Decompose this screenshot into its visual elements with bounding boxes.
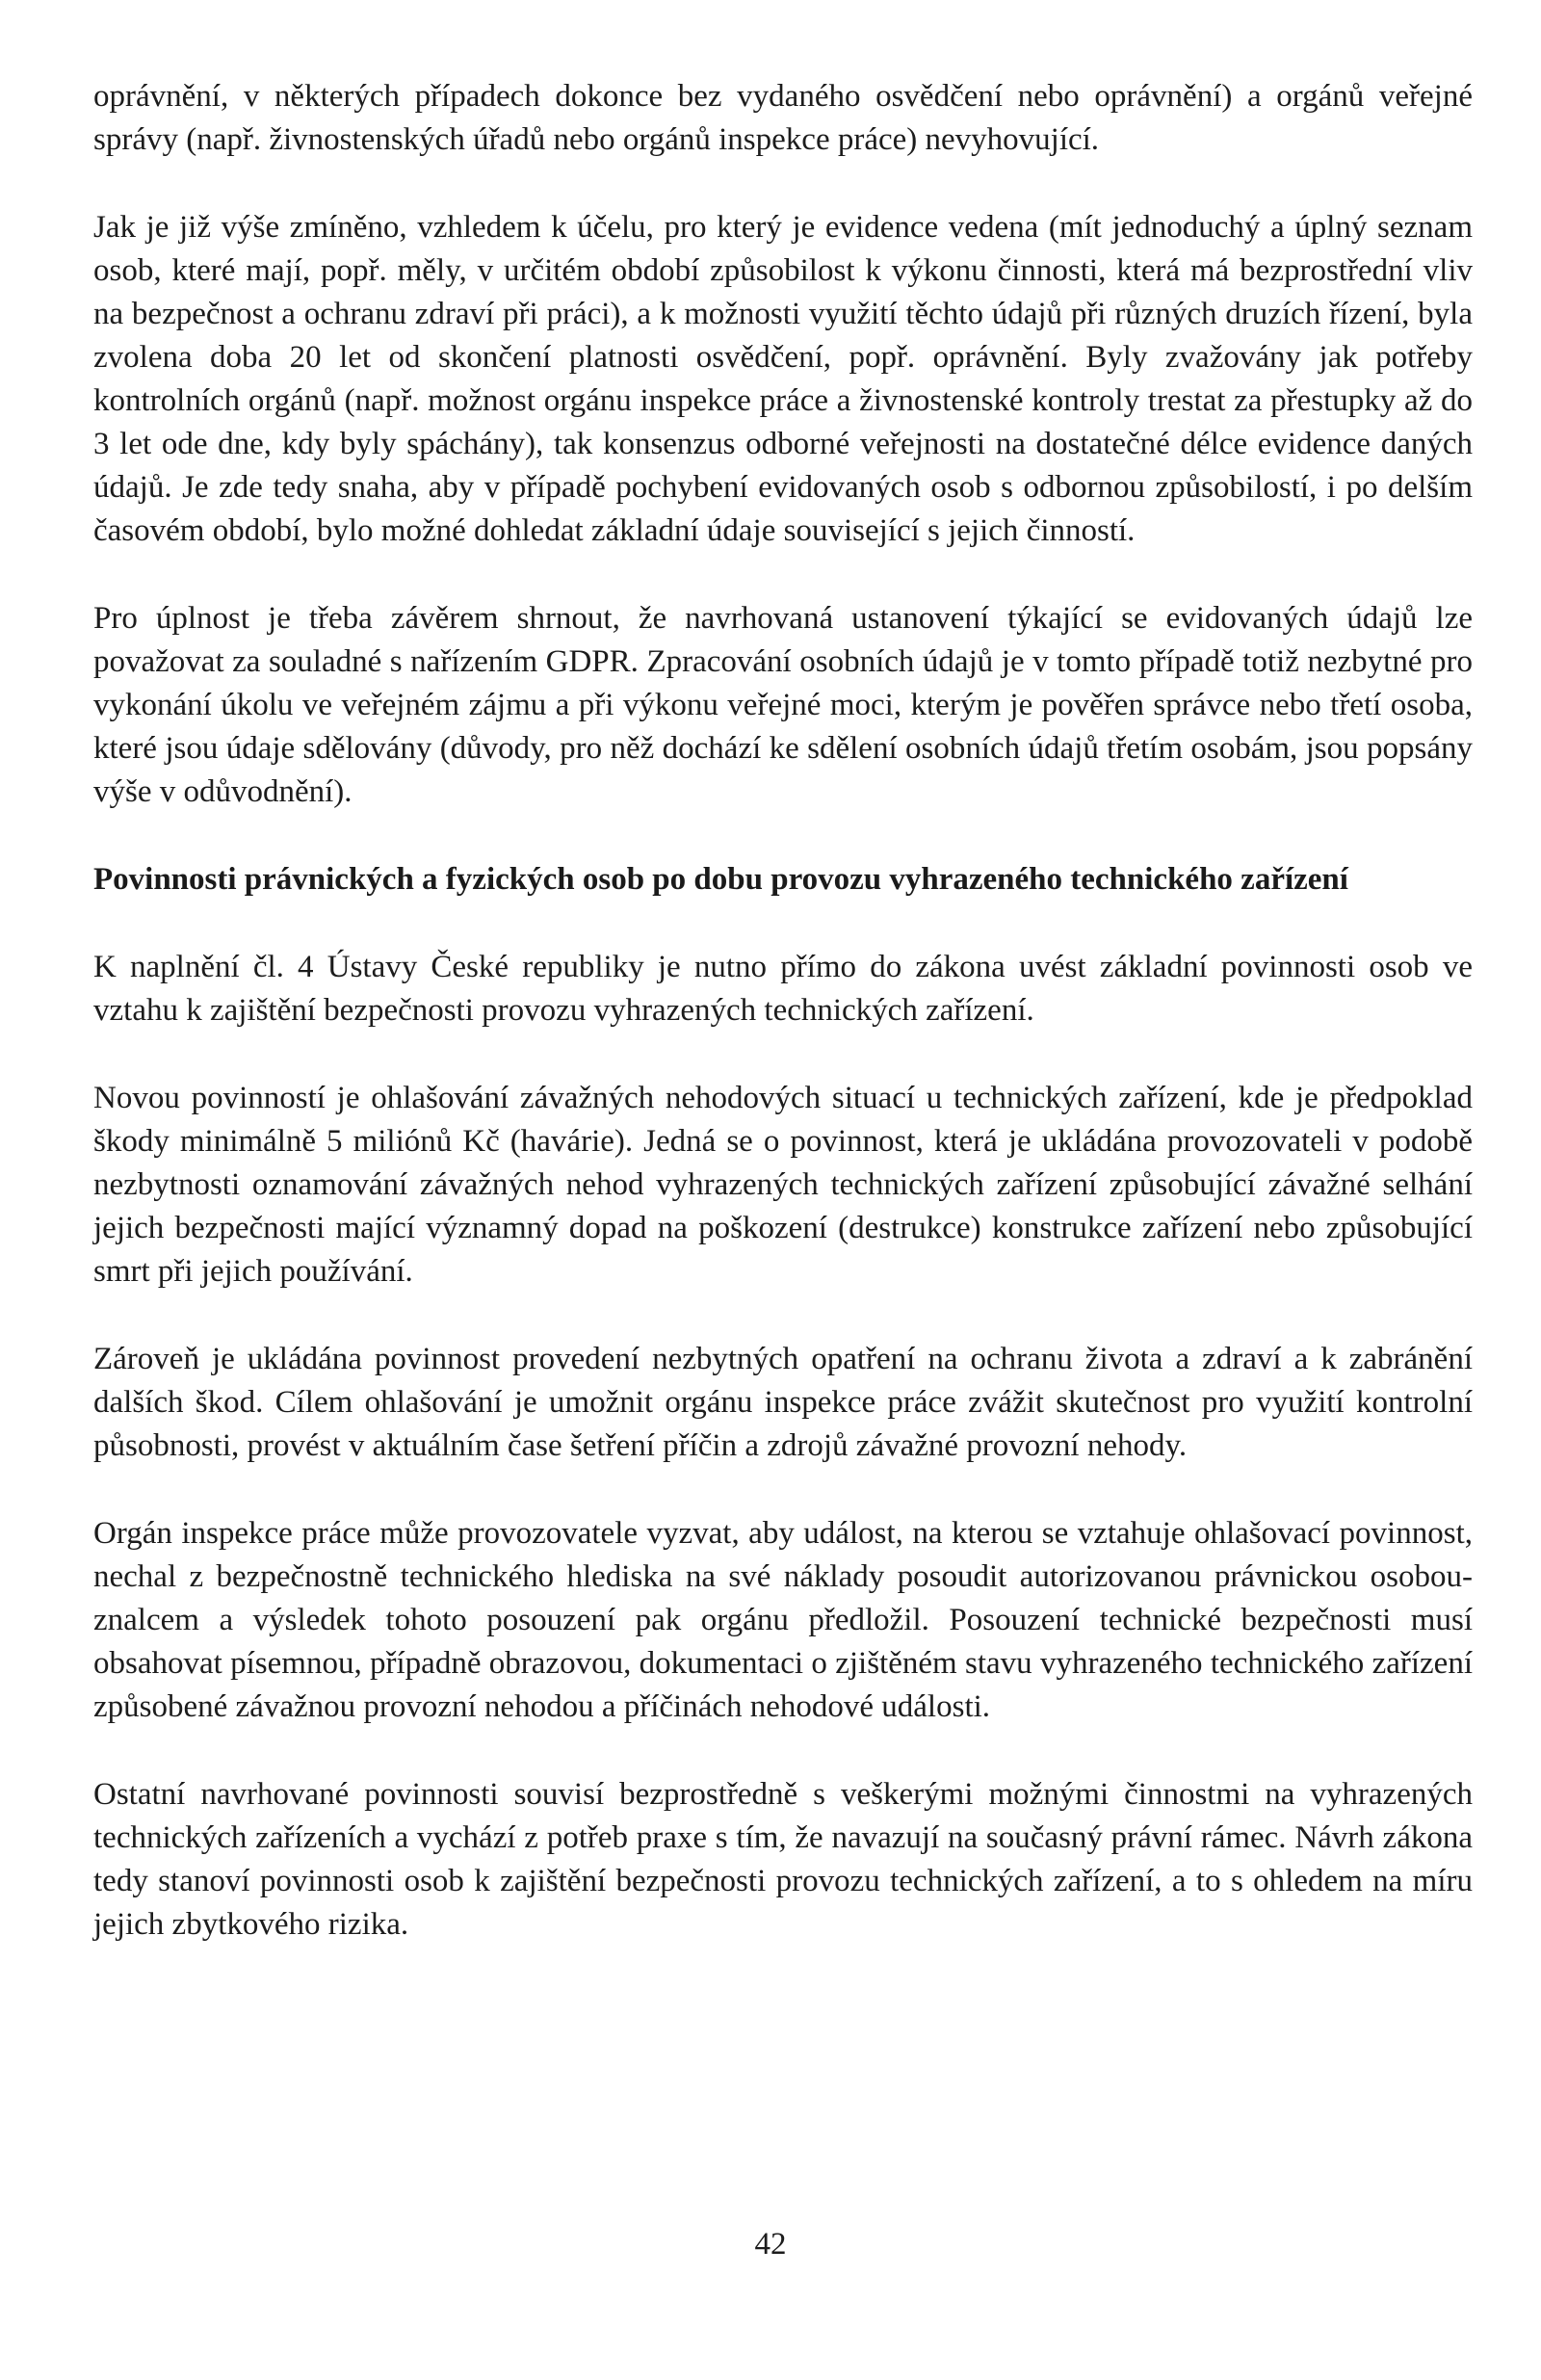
paragraph-evidence-duration: Jak je již výše zmíněno, vzhledem k účelu, pro který je evidence vedena (mít jednoduchý a úplný seznam osob, které mají, popř. měly, v určitém období způsobilost k výkonu činnosti, která má bezprostřední vliv na bezpečnost a ochranu zdraví při práci), a k možnosti využití těchto údajů při různých druzích řízení, byla zvolena doba 20 let od skončení platnosti osvědčení, popř. oprávnění. Byly zvažovány jak potřeby kontrolních orgánů (např. možnost orgánu inspekce práce a živnostenské kontroly trestat za přestupky až do 3 let ode dne, kdy byly spáchány), tak konsenzus odborné veřejnosti na dostatečné délce evidence daných údajů. Je zde tedy snaha, aby v případě pochybení evidovaných osob s odbornou způsobilostí, i po delším časovém období, bylo možné dohledat základní údaje související s jejich činností.: [93, 210, 1473, 548]
paragraph-other-duties: Ostatní navrhované povinnosti souvisí bezprostředně s veškerými možnými činnostmi na vyhrazených technických zařízeních a vychází z potřeb praxe s tím, že navazují na současný právní rámec. Návrh zákona tedy stanoví povinnosti osob k zajištění bezpečnosti provozu technických zařízení, a to s ohledem na míru jejich zbytkového rizika.: [93, 1777, 1473, 1942]
page-number: 42: [754, 2227, 787, 2262]
section-heading: Povinnosti právnických a fyzických osob po dobu provozu vyhrazeného technického zařízení: [93, 862, 1348, 897]
paragraph-constitution: K naplnění čl. 4 Ústavy České republiky je nutno přímo do zákona uvést základní povinnosti osob ve vztahu k zajištění bezpečnosti provozu vyhrazených technických zařízení.: [93, 950, 1473, 1028]
paragraph-reporting-duty: Novou povinností je ohlašování závažných nehodových situací u technických zařízení, kde je předpoklad škody minimálně 5 miliónů Kč (havárie). Jedná se o povinnost, která je ukládána provozovateli v podobě nezbytnosti oznamování závažných nehod vyhrazených technických zařízení způsobující závažné selhání jejich bezpečnosti mající významný dopad na poškození (destrukce) konstrukce zařízení nebo způsobující smrt při jejich používání.: [93, 1081, 1473, 1289]
paragraph-gdpr-summary: Pro úplnost je třeba závěrem shrnout, že navrhovaná ustanovení týkající se evidovaných údajů lze považovat za souladné s nařízením GDPR. Zpracování osobních údajů je v tomto případě totiž nezbytné pro vykonání úkolu ve veřejném zájmu a při výkonu veřejné moci, kterým je pověřen správce nebo třetí osoba, které jsou údaje sdělovány (důvody, pro něž dochází ke sdělení osobních údajů třetím osobám, jsou popsány výše v odůvodnění).: [93, 601, 1473, 809]
paragraph-measures: Zároveň je ukládána povinnost provedení nezbytných opatření na ochranu života a zdraví a k zabránění dalších škod. Cílem ohlašování je umožnit orgánu inspekce práce zvážit skutečnost pro využití kontrolní působnosti, provést v aktuálním čase šetření příčin a zdrojů závažné provozní nehody.: [93, 1342, 1473, 1463]
paragraph-continuation: oprávnění, v některých případech dokonce bez vydaného osvědčení nebo oprávnění) a orgánů veřejné správy (např. živnostenských úřadů nebo orgánů inspekce práce) nevyhovující.: [93, 79, 1473, 157]
paragraph-inspection: Orgán inspekce práce může provozovatele vyzvat, aby událost, na kterou se vztahuje ohlašovací povinnost, nechal z bezpečnostně technického hlediska na své náklady posoudit autorizovanou právnickou osobou-znalcem a výsledek tohoto posouzení pak orgánu předložil. Posouzení technické bezpečnosti musí obsahovat písemnou, případně obrazovou, dokumentaci o zjištěném stavu vyhrazeného technického zařízení způsobené závažnou provozní nehodou a příčinách nehodové události.: [93, 1516, 1473, 1724]
document-page: [93, 75, 1473, 1991]
